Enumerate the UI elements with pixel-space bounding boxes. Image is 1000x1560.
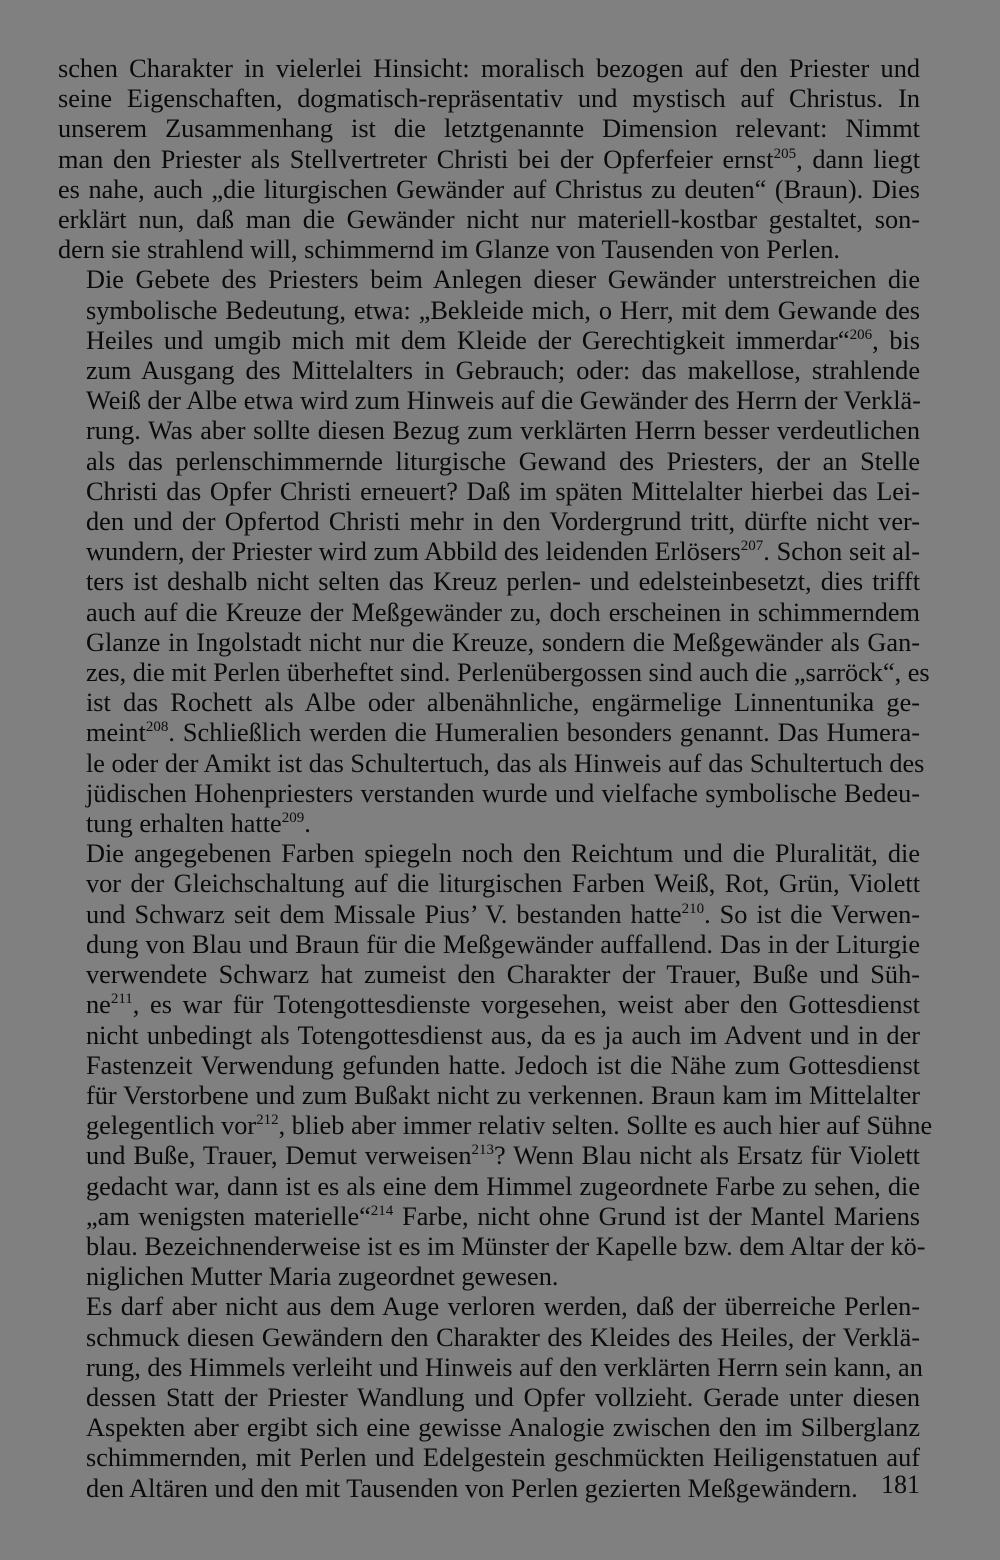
text-segment: zum Ausgang des Mittelalters in Gebrauch; oder: das makellose, strahlende bbox=[86, 356, 920, 386]
text-segment: Heiles und umgib mich mit dem Kleide der Gerechtigkeit immerdar“ bbox=[86, 325, 850, 355]
text-line bbox=[58, 265, 920, 295]
text-segment: symbolische Bedeutung, etwa: „Bekleide mich, o Herr, mit dem Gewande des bbox=[86, 295, 920, 325]
text-segment: für Verstorbene und zum Bußakt nicht zu verkennen. Braun kam im Mittelalter bbox=[86, 1080, 920, 1110]
text-segment: man den Priester als Stellvertreter Christi bei der Opferfeier ernst bbox=[58, 144, 774, 174]
footnote-marker: 208 bbox=[145, 719, 169, 736]
text-line bbox=[58, 930, 920, 960]
text-segment: Weiß der Albe etwa wird zum Hinweis auf die Gewänder des Herrn der Verklä- bbox=[86, 386, 921, 416]
text-segment: wundern, der Priester wird zum Abbild des leidenden Erlösers bbox=[86, 537, 741, 567]
text-line bbox=[58, 1262, 920, 1292]
footnote-marker: 214 bbox=[370, 1202, 394, 1219]
text-line bbox=[58, 326, 920, 356]
text-line bbox=[58, 658, 930, 688]
text-line bbox=[58, 809, 920, 839]
text-segment: seine Eigenschaften, dogmatisch-repräsentativ und mystisch auf Christus. In bbox=[58, 84, 920, 114]
text-line bbox=[58, 960, 920, 990]
text-line bbox=[58, 145, 920, 175]
text-segment: , es war für Totengottesdienste vorgesehen, weist aber den Gottesdienst bbox=[132, 990, 920, 1020]
text-line bbox=[58, 900, 920, 930]
paragraph bbox=[58, 265, 930, 839]
text-segment: und Buße, Trauer, Demut verweisen bbox=[86, 1141, 472, 1171]
text-line bbox=[58, 567, 920, 597]
text-line bbox=[58, 1202, 920, 1232]
footnote-marker: 205 bbox=[773, 145, 797, 162]
text-segment: und Schwarz seit dem Missale Pius’ V. bestanden hatte bbox=[86, 899, 682, 929]
text-segment: schen Charakter in vielerlei Hinsicht: moralisch bezogen auf den Priester und bbox=[58, 54, 920, 83]
text-segment: ne bbox=[86, 990, 111, 1020]
paragraph bbox=[58, 1292, 923, 1503]
text-line bbox=[58, 1051, 920, 1081]
text-segment: ters ist deshalb nicht selten das Kreuz perlen- und edelsteinbesetzt, dies trifft bbox=[86, 567, 920, 597]
text-segment: den und der Opfertod Christi mehr in den Vordergrund tritt, dürfte nicht ver- bbox=[86, 507, 920, 537]
text-segment: rung, des Himmels verleiht und Hinweis auf den verklärten Herrn sein kann, an bbox=[86, 1352, 923, 1382]
text-segment: jüdischen Hohenpriesters verstanden wurde und vielfache symbolische Bedeu- bbox=[86, 778, 920, 808]
text-line bbox=[58, 386, 920, 416]
text-line bbox=[58, 175, 920, 205]
text-line bbox=[58, 54, 920, 84]
text-segment: den Altären und den mit Tausenden von Perlen gezierten Meßgewändern. bbox=[86, 1473, 858, 1503]
text-line bbox=[58, 779, 920, 809]
text-segment: gelegentlich vor bbox=[86, 1111, 257, 1141]
text-segment: Farbe, nicht ohne Grund ist der Mantel Mariens bbox=[393, 1201, 920, 1231]
footnote-marker: 207 bbox=[740, 538, 764, 555]
text-line bbox=[58, 1413, 920, 1443]
text-segment: blau. Bezeichnenderweise ist es im Münster der Kapelle bzw. dem Altar der kö- bbox=[86, 1231, 926, 1261]
footnote-marker: 212 bbox=[256, 1112, 279, 1129]
text-line bbox=[58, 1443, 920, 1473]
text-line bbox=[58, 84, 920, 114]
footnote-marker: 210 bbox=[681, 900, 705, 917]
text-segment: ? Wenn Blau nicht als Ersatz für Violett bbox=[494, 1141, 920, 1171]
text-line bbox=[58, 507, 920, 537]
footnote-marker: 206 bbox=[849, 326, 873, 343]
text-segment: „am wenigsten materielle“ bbox=[86, 1201, 371, 1231]
text-line bbox=[58, 1231, 926, 1262]
text-line bbox=[58, 447, 920, 477]
text-line bbox=[58, 1474, 920, 1504]
text-segment: erklärt nun, daß man die Gewänder nicht nur materiell-kostbar gestaltet, son- bbox=[58, 205, 920, 235]
text-segment: dung von Blau und Braun für die Meßgewänder auffallend. Das in der Liturgie bbox=[86, 929, 920, 959]
footnote-marker: 209 bbox=[281, 810, 305, 827]
text-segment: gedacht war, dann ist es als eine dem Himmel zugeordnete Farbe zu sehen, die bbox=[86, 1171, 920, 1201]
text-line bbox=[58, 1111, 933, 1141]
text-line bbox=[58, 356, 920, 386]
text-line bbox=[58, 296, 920, 326]
text-line bbox=[58, 1292, 920, 1322]
text-line bbox=[58, 205, 920, 235]
text-segment: Fastenzeit Verwendung gefunden hatte. Jedoch ist die Nähe zum Gottesdienst bbox=[86, 1050, 920, 1080]
text-line bbox=[58, 628, 920, 658]
text-segment: Es darf aber nicht aus dem Auge verloren werden, daß der überreiche Perlen- bbox=[86, 1292, 920, 1322]
text-segment: . Schließlich werden die Humeralien besonders genannt. Das Humera- bbox=[168, 718, 920, 748]
text-segment: , bis bbox=[872, 325, 921, 355]
text-segment: meint bbox=[86, 718, 146, 748]
text-line bbox=[58, 1352, 923, 1383]
text-segment: Die Gebete des Priesters beim Anlegen dieser Gewänder unterstreichen die bbox=[86, 265, 920, 295]
text-segment: zes, die mit Perlen überheftet sind. Perlenübergossen sind auch die „sarröck“, es bbox=[86, 658, 930, 688]
text-line bbox=[58, 1081, 920, 1111]
footnote-marker: 211 bbox=[110, 991, 133, 1008]
text-segment: . So ist die Verwen- bbox=[704, 899, 921, 929]
text-segment: tung erhalten hatte bbox=[86, 809, 282, 839]
page-body bbox=[58, 54, 933, 1504]
text-segment: unserem Zusammenhang ist die letztgenannte Dimension relevant: Nimmt bbox=[58, 114, 920, 144]
text-segment: schmuck diesen Gewändern den Charakter des Kleides des Heiles, der Verklä- bbox=[86, 1322, 920, 1352]
text-segment: niglichen Mutter Maria zugeordnet gewesen. bbox=[86, 1262, 559, 1292]
text-segment: ist das Rochett als Albe oder albenähnliche, engärmelige Linnentunika ge- bbox=[86, 688, 920, 718]
text-line bbox=[58, 416, 920, 446]
text-segment: es nahe, auch „die liturgischen Gewänder auf Christus zu deuten“ (Braun). Dies bbox=[58, 174, 920, 204]
text-line bbox=[58, 1323, 920, 1353]
text-segment: rung. Was aber sollte diesen Bezug zum verklärten Herrn besser verdeutlichen bbox=[86, 416, 920, 446]
text-segment: dern sie strahlend will, schimmernd im Glanze von Tausenden von Perlen. bbox=[58, 235, 841, 265]
text-segment: Christi das Opfer Christi erneuert? Daß im späten Mittelalter hierbei das Lei- bbox=[86, 476, 920, 506]
text-line bbox=[58, 235, 920, 265]
text-segment: verwendete Schwarz hat zumeist den Charakter der Trauer, Buße und Süh- bbox=[86, 960, 920, 990]
text-segment: , blieb aber immer relativ selten. Sollte es auch hier auf Sühne bbox=[278, 1111, 933, 1141]
text-line bbox=[58, 1141, 920, 1171]
text-line bbox=[58, 598, 920, 628]
text-line bbox=[58, 1021, 920, 1051]
text-segment: schimmernden, mit Perlen und Edelgestein geschmückten Heiligenstatuen auf bbox=[86, 1443, 920, 1473]
text-segment: vor der Gleichschaltung auf die liturgischen Farben Weiß, Rot, Grün, Violett bbox=[86, 869, 920, 899]
page-number: 181 bbox=[881, 1470, 920, 1499]
text-segment: . Schon seit al- bbox=[763, 537, 921, 567]
text-line bbox=[58, 477, 920, 507]
text-line bbox=[58, 688, 920, 718]
text-segment: auch auf die Kreuze der Meßgewänder zu, doch erscheinen in schimmerndem bbox=[86, 597, 920, 627]
text-line bbox=[58, 869, 920, 899]
text-line bbox=[58, 990, 920, 1020]
text-segment: Glanze in Ingolstadt nicht nur die Kreuze, sondern die Meßgewänder als Gan- bbox=[86, 627, 920, 657]
text-segment: dessen Statt der Priester Wandlung und Opfer vollzieht. Gerade unter diesen bbox=[86, 1382, 920, 1412]
text-segment: nicht unbedingt als Totengottesdienst aus, da es ja auch im Advent und in der bbox=[86, 1020, 920, 1050]
paragraph bbox=[58, 839, 933, 1292]
text-segment: Die angegebenen Farben spiegeln noch den Reichtum und die Pluralität, die bbox=[86, 839, 920, 869]
text-line bbox=[58, 839, 920, 869]
text-line bbox=[58, 537, 920, 567]
text-segment: , dann liegt bbox=[796, 144, 920, 174]
text-line bbox=[58, 718, 920, 748]
text-segment: le oder der Amikt ist das Schultertuch, das als Hinweis auf das Schultertuch des bbox=[86, 748, 925, 778]
text-segment: Aspekten aber ergibt sich eine gewisse Analogie zwischen den im Silberglanz bbox=[86, 1413, 920, 1443]
text-line bbox=[58, 1172, 920, 1202]
text-segment: . bbox=[304, 809, 311, 839]
text-line bbox=[58, 748, 925, 779]
text-segment: als das perlenschimmernde liturgische Gewand des Priesters, der an Stelle bbox=[86, 446, 920, 476]
text-line bbox=[58, 1383, 920, 1413]
paragraph bbox=[58, 54, 920, 265]
text-line bbox=[58, 114, 920, 144]
footnote-marker: 213 bbox=[471, 1142, 494, 1159]
